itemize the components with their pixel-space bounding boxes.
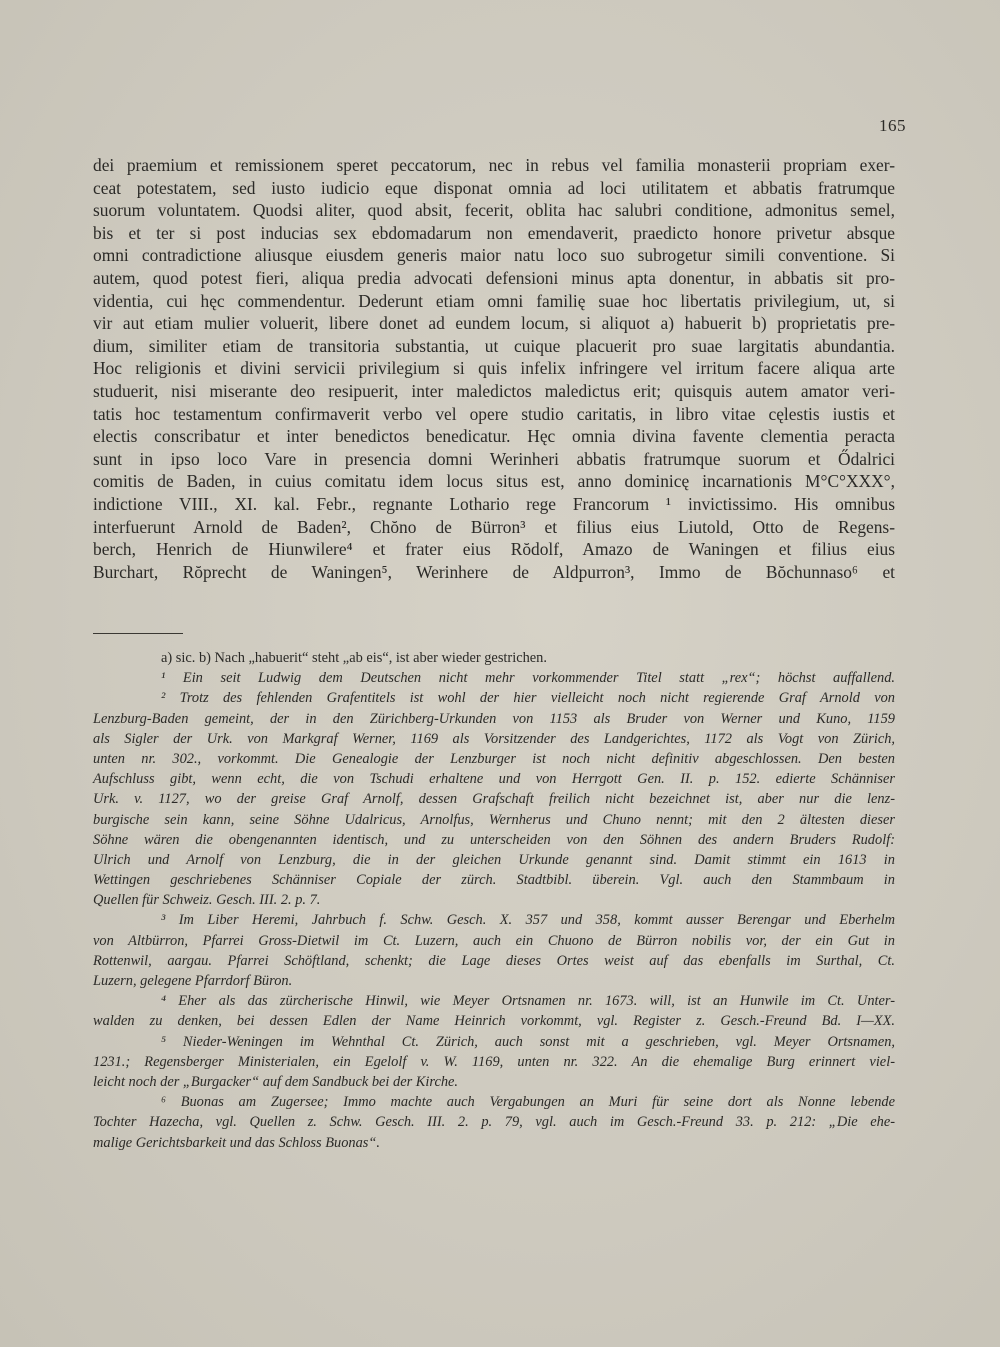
footnotes [93, 648, 895, 1153]
footnote-line: Aufschluss gibt, wenn echt, die von Tschudi erhaltene und von Herrgott Gen. II. p. 152. edierte Schänniser [93, 771, 895, 788]
footnote-line: ⁴ Eher als das zürcherische Hinwil, wie Meyer Ortsnamen nr. 1673. will, ist an Hunwile im Ct. Unter- [161, 993, 895, 1010]
footnote-line: Söhne wären die obengenannten identisch, und zu unterscheiden von den Söhnen des andern Bruders Rudolf: [93, 831, 895, 848]
footnote-line: ³ Im Liber Heremi, Jahrbuch f. Schw. Gesch. X. 357 und 358, kommt ausser Berengar und Eberhelm [161, 912, 895, 929]
main-text-line: interfuerunt Arnold de Baden², Chŏno de Bürron³ et filius eius Liutold, Otto de Regens- [93, 516, 895, 537]
main-text-line: berch, Henrich de Hiunwilere⁴ et frater eius Rŏdolf, Amazo de Waningen et filius eius [93, 539, 895, 560]
page-number: 165 [879, 116, 906, 135]
main-text-line: ceat potestatem, sed iusto iudicio eque disponat omnia ad loci utilitatem et abbatis fratrumque [93, 177, 895, 198]
main-text-line: sunt in ipso loco Vare in presencia domni Werinheri abbatis fratrumque suorum et Ődalrici [93, 448, 895, 469]
footnote-line: a) sic. b) Nach „habuerit“ steht „ab eis“, ist aber wieder gestrichen. [161, 650, 547, 666]
main-text-line: electis conscribatur et inter benedictos benedicatur. Hęc omnia divina favente clementia peracta [93, 426, 895, 447]
footnote-line: Wettingen geschriebenes Schänniser Copiale der zürch. Stadtbibl. überein. Vgl. auch den Stammbaum in [93, 872, 895, 889]
footnote-line: unten nr. 302., vorkommt. Die Genealogie der Lenzburger ist noch nicht definitiv abgeschlossen. Den besten [93, 750, 895, 767]
main-text-line: videntia, cui hęc commendentur. Dederunt etiam omni familię suae hoc libertatis privilegium, ut, si [93, 290, 895, 311]
footnote-line: Urk. v. 1127, wo der greise Graf Arnolf, dessen Grafschaft freilich nicht bezeichnet ist, aber nur die lenz- [93, 791, 895, 808]
main-text-line: dei praemium et remissionem speret peccatorum, nec in rebus vel familia monasterii propriam exer- [93, 155, 895, 175]
footnote-separator [93, 633, 183, 634]
footnote-line: ⁵ Nieder-Weningen im Wehnthal Ct. Zürich, auch sonst mit a geschrieben, vgl. Meyer Ortsnamen, [161, 1033, 895, 1050]
main-text-line: indictione VIII., XI. kal. Febr., regnante Lothario rege Francorum ¹ invictissimo. His omnibus [93, 493, 895, 514]
footnote-line: 1231.; Regensberger Ministerialen, ein Egelolf v. W. 1169, unten nr. 322. An die ehemalige Burg erinnert viel- [93, 1053, 895, 1070]
main-text-line: Hoc religionis et divini servicii privilegium si quis infelix infringere vel irritum facere aliqua arte [93, 358, 895, 379]
footnote-line: Rottenwil, aargau. Pfarrei Schöftland, schenkt; die Lage dieses Ortes weist auf das ebenfalls im Surthal, Ct. [93, 952, 895, 969]
footnote-line: Tochter Hazecha, vgl. Quellen z. Schw. Gesch. III. 2. p. 79, vgl. auch im Gesch.-Freund 33. p. 212: „Die ehe- [93, 1114, 895, 1131]
footnote-line: walden zu denken, bei dessen Edlen der Name Heinrich vorkommt, vgl. Register z. Gesch.-Freund Bd. I—XX. [93, 1013, 895, 1030]
footnote-line: leicht noch der „Burgacker“ auf dem Sandbuck bei der Kirche. [93, 1073, 459, 1090]
main-text-line: studuerit, nisi miserante deo resipuerit, inter maledictos maledictus erit; quisquis autem amator veri- [93, 380, 895, 401]
main-text-line: dium, similiter etiam de transitoria substantia, ut cuique placuerit pro suae largitatis abundantia. [93, 335, 895, 356]
main-text-line: comitis de Baden, in cuius comitatu idem locus situs est, anno dominicę incarnationis M°C°XXX°, [93, 471, 895, 492]
main-text-line: bis et ter si post inducias sex ebdomadarum non emendaverit, praedicto honore privetur absque [93, 222, 895, 243]
footnote-line: Luzern, gelegene Pfarrdorf Büron. [93, 973, 293, 989]
footnote-line: Ulrich und Arnolf von Lenzburg, die in der gleichen Urkunde genannt sind. Damit stimmt ein 1613 in [93, 851, 895, 868]
footnote-line: von Altbürron, Pfarrei Gross-Dietwil im Ct. Luzern, auch ein Chuono de Bürron nobilis vor, der ein Gut in [93, 932, 895, 949]
main-text [93, 154, 895, 583]
main-text-line: vir aut etiam mulier voluerit, libere donet ad eundem locum, si aliquot a) habuerit b) proprietatis pre- [93, 313, 895, 334]
footnote-line: burgische sein kann, seine Söhne Udalricus, Arnolfus, Wernherus und Chuno nennt; mit den 2 ältesten dieser [93, 811, 895, 828]
footnote-line: ² Trotz des fehlenden Grafentitels ist wohl der hier vielleicht noch nicht regierende Graf Arnold von [161, 690, 895, 707]
main-text-line: tatis hoc testamentum confirmaverit verbo vel opere studio caritatis, in libro vitae cęlestis iustis et [93, 403, 895, 424]
main-text-line: Burchart, Rŏprecht de Waningen⁵, Werinhere de Aldpurron³, Immo de Bŏchunnaso⁶ et [93, 561, 895, 582]
main-text-line: autem, quod potest fieri, aliqua predia advocati defensioni minus apta donentur, in abbatis sit pro- [93, 267, 895, 288]
footnote-line: als Sigler der Urk. von Markgraf Werner, 1169 als Vorsitzender des Landgerichtes, 1172 als Vogt von Zürich, [93, 730, 895, 747]
footnote-line: Lenzburg-Baden gemeint, der in den Zürichberg-Urkunden von 1153 als Bruder von Werner und Kuno, 1159 [93, 710, 895, 727]
footnote-line: malige Gerichtsbarkeit und das Schloss Buonas“. [93, 1134, 380, 1151]
main-text-line: omni contradictione aliusque eiusdem generis maior natu loco suo subrogetur simili conventione. Si [93, 245, 895, 266]
footnote-line: ⁶ Buonas am Zugersee; Immo machte auch Vergabungen an Muri für seine dort als Nonne lebende [161, 1094, 895, 1111]
footnote-line: Quellen für Schweiz. Gesch. III. 2. p. 7. [93, 892, 321, 909]
footnote-line: ¹ Ein seit Ludwig dem Deutschen nicht mehr vorkommender Titel statt „rex“; höchst auffallend. [161, 670, 895, 687]
main-text-line: suorum voluntatem. Quodsi aliter, quod absit, fecerit, oblita hac salubri conditione, admonitus semel, [93, 200, 895, 221]
